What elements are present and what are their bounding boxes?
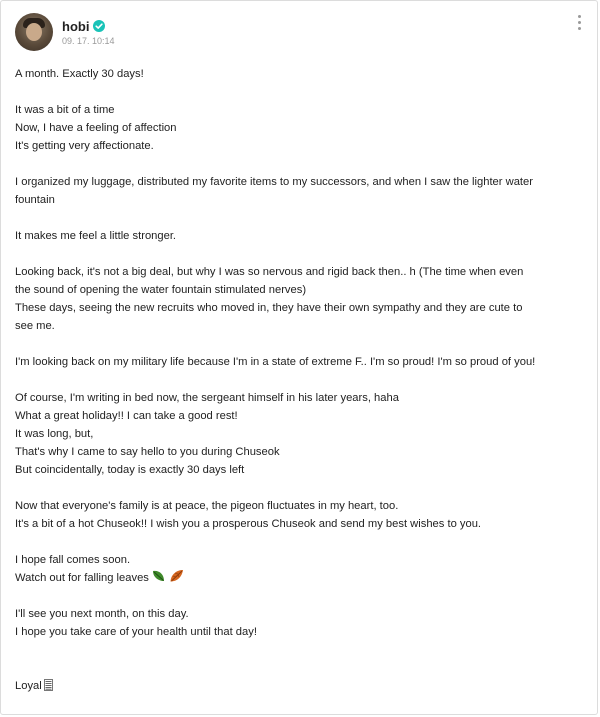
post-line: I hope fall comes soon. [15,554,131,566]
post-line: I organized my luggage, distributed my favorite items to my successors, and when I saw the lighter water [15,176,533,188]
post-line: fountain [15,194,55,206]
author-meta [62,18,115,46]
post-line: But coincidentally, today is exactly 30 days left [15,464,245,476]
author-row [62,18,115,34]
post-line-with-icon [15,677,585,695]
post-line: These days, seeing the new recruits who moved in, they have their own sympathy and they are cute to [15,302,523,314]
post-date: 09. 17. 10:14 [62,36,115,46]
author-name[interactable]: hobi [62,18,90,34]
verified-badge-icon [93,20,105,32]
post-line: I'll see you next month, on this day. [15,608,189,620]
post-body [15,65,585,695]
post-line: It was long, but, [15,428,94,440]
post-line: It was a bit of a time [15,104,115,116]
post-line-with-emoji [15,569,585,587]
avatar[interactable] [15,13,53,51]
post-line: What a great holiday!! I can take a good rest! [15,410,238,422]
post-line: I'm looking back on my military life because I'm in a state of extreme F.. I'm so proud! I'm so proud of you! [15,356,536,368]
post-line: It makes me feel a little stronger. [15,230,177,242]
post-line: the sound of opening the water fountain stimulated nerves) [15,284,307,296]
post-line: I hope you take care of your health until that day! [15,626,257,638]
salute-icon [44,679,53,691]
post-line: It's a bit of a hot Chuseok!! I wish you a prosperous Chuseok and send my best wishes to you. [15,518,482,530]
post-line: A month. Exactly 30 days! [15,68,144,80]
post-line: Now, I have a feeling of affection [15,122,177,134]
post-line: Of course, I'm writing in bed now, the sergeant himself in his later years, haha [15,392,399,404]
fallen-leaf-emoji-icon [169,569,184,583]
post-line: That's why I came to say hello to you during Chuseok [15,446,280,458]
post-header [15,13,115,51]
green-leaf-emoji-icon [152,569,166,583]
post-line-text: Loyal [15,680,42,692]
post-line-text: Watch out for falling leaves [15,572,149,584]
post-line: see me. [15,320,55,332]
avatar-face [26,23,42,41]
post-line: Now that everyone's family is at peace, the pigeon fluctuates in my heart, too. [15,500,399,512]
post-line: It's getting very affectionate. [15,140,154,152]
post-line: Looking back, it's not a big deal, but why I was so nervous and rigid back then.. h (The time when even [15,266,524,278]
more-vertical-icon[interactable] [575,15,583,33]
